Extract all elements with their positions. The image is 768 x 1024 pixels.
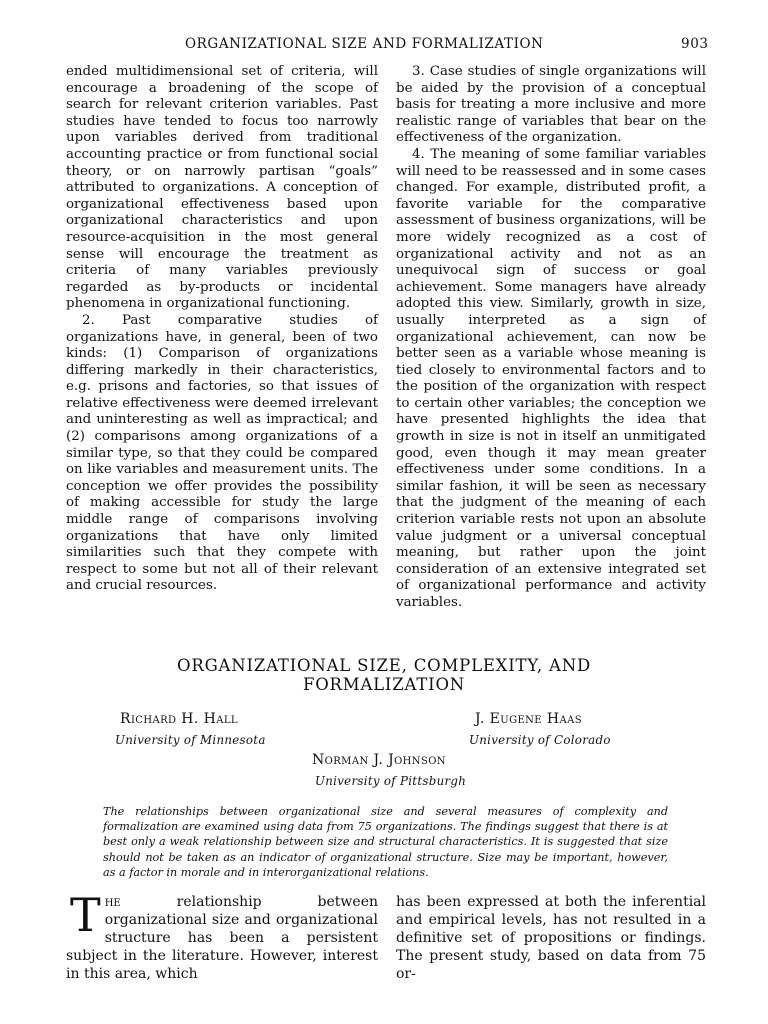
author-affiliation-2: University of Colorado <box>469 733 611 747</box>
right-paragraph-2: 4. The meaning of some familiar variables will need to be reassessed and in some cases changed. For example, distributed profit, a favorite variable for the comparative assessment of business organizations, will be more widely recognized as a cost of organizational activity and not as an unequivocal sign of success or goal achievement. Some managers have already adopted this view. Similarly, growth in size, usually interpreted as a sign of organizational achievement, can now be better seen as a variable whose meaning is tied closely to environmental factors and to the position of the organization with respect to certain other variables; the conception we have presented highlights the idea that growth in size is not in itself an unmitigated good, even though it may mean greater effectiveness under some conditions. In a similar fashion, it will be seen as necessary that the judgment of the meaning of each criterion variable rests not upon an absolute value judgment or a universal conceptual meaning, but rather upon the joint consideration of an extensive integrated set of organizational performance and activity variables. <box>396 146 706 610</box>
left-paragraph-1: ended multidimensional set of criteria, will encourage a broadening of the scope of search for relevant criterion variables. Past studies have tended to focus too narrowly upon variables derived from traditional accounting practice or from functional social theory, or on narrowly partisan “goals” attributed to organizations. A conception of organizational effectiveness based upon organizational characteristics and upon resource-acquisition in the most general sense will encourage the treatment as criteria of many variables previously regarded as by-products or incidental phenomena in organizational functioning. <box>66 64 378 312</box>
author-name-3: Norman J. Johnson <box>312 752 446 768</box>
abstract: The relationships between organizational size and several measures of complexity and formalization are examined using data from 75 organizations. The findings suggest that there is at best only a weak relationship between size and structural characteristics. It is suggested that size should not be taken as an indicator of organizational structure. Size may be important, however, as a factor in morale and in interorganizational relations. <box>103 805 668 879</box>
author-affiliation-3: University of Pittsburgh <box>315 774 467 788</box>
running-head <box>0 36 768 54</box>
body-left-text: relationship between organizational size and organizational structure has been a persistent subject in the literature. However, interest in this area, which <box>66 894 378 982</box>
right-column <box>396 64 706 612</box>
drop-cap: T <box>70 888 101 942</box>
right-paragraph-1: 3. Case studies of single organizations will be aided by the provision of a conceptual basis for treating a more inclusive and more realistic range of variables that bear on the effectiveness of the organization. <box>396 64 706 146</box>
left-column <box>66 64 378 595</box>
page-number: 903 <box>681 36 709 52</box>
body-right-column <box>396 893 706 983</box>
opening-small-caps: he <box>104 894 121 910</box>
body-left-column <box>66 888 378 983</box>
left-paragraph-2: 2. Past comparative studies of organizations have, in general, been of two kinds: (1) Comparison of organizations differing markedly in their characteristics, e.g. prisons and factories, so that issues of relative effectiveness were deemed irrelevant and uninteresting as well as impractical; and (2) comparisons among organizations of a similar type, so that they could be compared on like variables and measurement units. The conception we offer provides the possibility of making accessible for study the large middle range of comparisons involving organizations that have only limited similarities such that they compete with respect to some but not all of their relevant and crucial resources. <box>66 312 378 594</box>
body-right-text: has been expressed at both the inferential and empirical levels, has not resulted in a definitive set of propositions or findings. The present study, based on data from 75 or- <box>396 894 706 982</box>
author-name-2: J. Eugene Haas <box>475 711 582 727</box>
author-affiliation-1: University of Minnesota <box>115 733 266 747</box>
running-title: ORGANIZATIONAL SIZE AND FORMALIZATION <box>185 36 544 52</box>
article-title-line-1: ORGANIZATIONAL SIZE, COMPLEXITY, AND <box>177 656 591 675</box>
article-title-line-2: FORMALIZATION <box>302 675 466 694</box>
author-name-1: Richard H. Hall <box>120 711 238 727</box>
article-title <box>100 656 668 694</box>
